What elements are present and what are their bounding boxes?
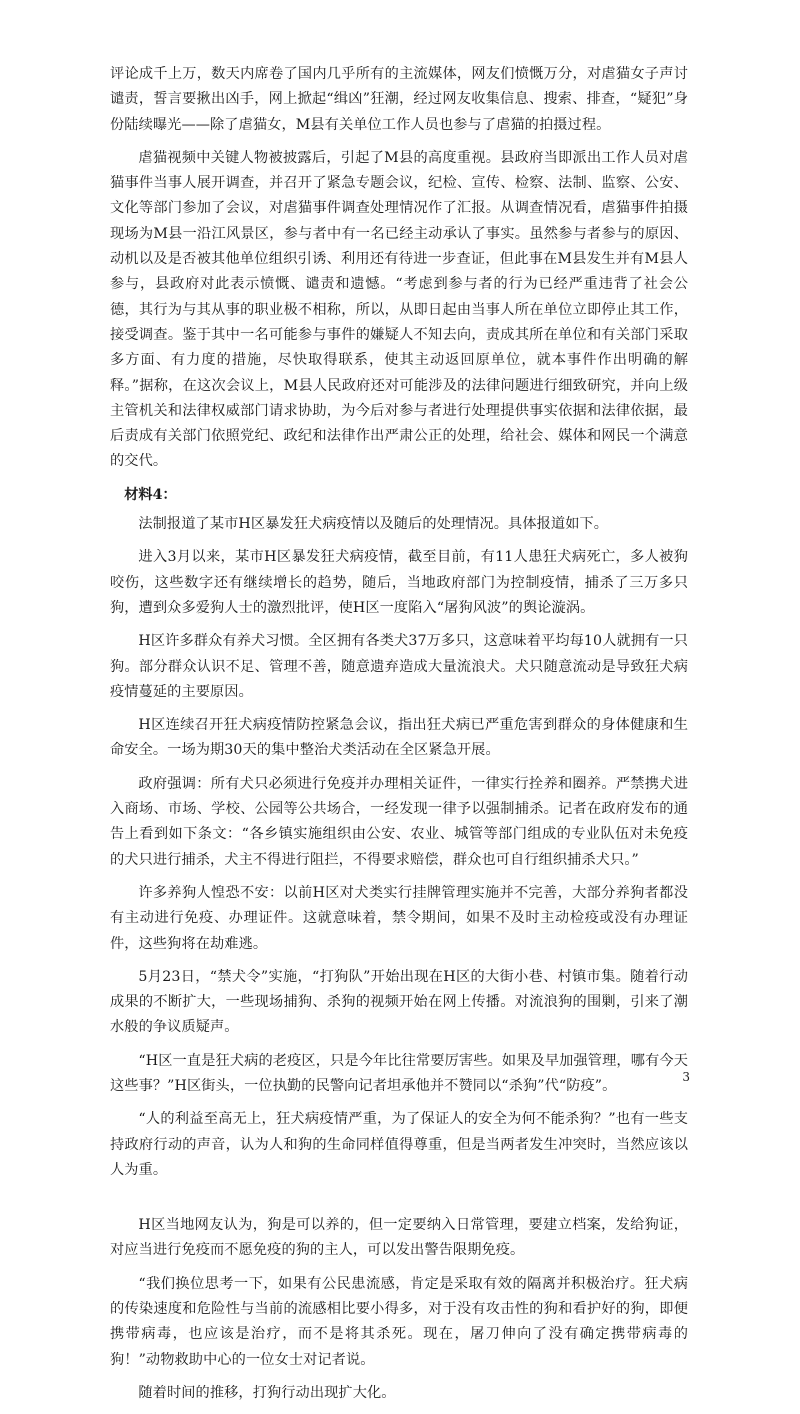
paragraph-county-response: 虐猫视频中关键人物被披露后，引起了M县的高度重视。县政府当即派出工作人员对虐猫事件当事人展开调查，并召开了紧急专题会议，纪检、宣传、检察、法制、监察、公安、文化等部门参加了会议，对虐猫事件调查处理情况作了汇报。从调查情况看，虐猫事件拍摄现场为M县一沿江风景区，参与者中有一名已经主动承认了事实。虽然参与者参与的原因、动机以及是否被其他单位组织引诱、利用还有待进一步查证，但此事在M县发生并有M县人参与，县政府对此表示愤慨、谴责和遗憾。“考虑到参与者的行为已经严重违背了社会公德，其行为与其从事的职业极不相称，所以，从即日起由当事人所在单位立即停止其工作，接受调查。鉴于其中一名可能参与事件的嫌疑人不知去向，责成其所在单位和有关部门采取多方面、有力度的措施，尽快取得联系，使其主动返回原单位，就本事件作出明确的解释。”据称，在这次会议上，M县人民政府还对可能涉及的法律问题进行细致研究，并向上级主管机关和法律权威部门请求协助，为今后对参与者进行处理提供事实依据和法律依据，最后责成有关部门依照党纪、政纪和法律作出严肃公正的处理，给社会、媒体和网民一个满意的交代。 [110,149,688,470]
paragraph-continued: 评论成千上万，数天内席卷了国内几乎所有的主流媒体，网友们愤慨万分，对虐猫女子声讨谴责，誓言要揪出凶手，网上掀起“缉凶”狂潮，经过网友收集信息、搜索、排查，“疑犯”身份陆续曝光——除了虐猫女，M县有关单位工作人员也参与了虐猫的拍摄过程。 [110,66,688,133]
paragraph-escalation: 随着时间的推移，打狗行动出现扩大化。 [138,1384,396,1401]
paragraph-dog-ownership: H区许多群众有养犬习惯。全区拥有各类犬37万多只，这意味着平均每10人就拥有一只狗。部分群众认识不足、管理不善，随意遗弃造成大量流浪犬。犬只随意流动是导致狂犬病疫情蔓延的主要原因。 [110,633,688,700]
paragraph-emergency-meeting: H区连续召开狂犬病疫情防控紧急会议，指出狂犬病已严重危害到群众的身体健康和生命安全。一场为期30天的集中整治犬类活动在全区紧急开展。 [110,717,688,759]
page-number: 3 [682,1070,690,1084]
paragraph-police-quote: “H区一直是狂犬病的老疫区，只是今年比往常要厉害些。如果及早加强管理，哪有今天这些事？”H区街头，一位执勤的民警向记者坦承他并不赞同以“杀狗”代“防疫”。 [110,1052,688,1094]
paragraph-rescue-center-quote: “我们换位思考一下，如果有公民患流感，肯定是采取有效的隔离并积极治疗。狂犬病的传染速度和危险性与当前的流感相比要小得多，对于没有攻击性的狗和看护好的狗，即便携带病毒，也应该是治疗，而不是将其杀死。现在，屠刀伸向了没有确定携带病毒的狗！”动物救助中心的一位女士对记者说。 [110,1275,688,1368]
paragraph-ban-enforcement: 5月23日，“禁犬令”实施，“打狗队”开始出现在H区的大街小巷、村镇市集。随着行动成果的不断扩大，一些现场捕狗、杀狗的视频开始在网上传播。对流浪狗的围剿，引来了潮水般的争议质疑声。 [110,968,688,1036]
material-heading: 材料4： [124,486,177,503]
section-gap [110,1191,688,1213]
paragraph-owners-anxiety: 许多养狗人惶恐不安：以前H区对犬类实行挂牌管理实施并不完善，大部分养狗者都没有主动进行免疫、办理证件。这就意味着，禁令期间，如果不及时主动检疫或没有办理证件，这些狗将在劫难逃。 [110,884,688,952]
paragraph-supporters-quote: “人的利益至高无上，狂犬病疫情严重，为了保证人的安全为何不能杀狗？”也有一些支持政府行动的声音，认为人和狗的生命同样值得尊重，但是当两者发生冲突时，当然应该以人为重。 [110,1111,688,1178]
document-body [110,62,688,1414]
paragraph-report-intro: 法制报道了某市H区暴发狂犬病疫情以及随后的处理情况。具体报道如下。 [138,516,609,533]
paragraph-government-policy: 政府强调：所有犬只必须进行免疫并办理相关证件，一律实行拴养和圈养。严禁携犬进入商场、市场、学校、公园等公共场合，一经发现一律予以强制捕杀。记者在政府发布的通告上看到如下条文：“各乡镇实施组织由公安、农业、城管等部门组成的专业队伍对未免疫的犬只进行捕杀，犬主不得进行阻拦，不得要求赔偿，群众也可自行组织捕杀犬只。” [110,775,688,868]
paragraph-outbreak: 进入3月以来，某市H区暴发狂犬病疫情，截至目前，有11人患狂犬病死亡，多人被狗咬伤，这些数字还有继续增长的趋势，随后，当地政府部门为控制疫情，捕杀了三万多只狗，遭到众多爱狗人士的激烈批评，使H区一度陷入“屠狗风波”的舆论漩涡。 [110,549,688,616]
paragraph-netizens-opinion: H区当地网友认为，狗是可以养的，但一定要纳入日常管理，要建立档案，发给狗证，对应当进行免疫而不愿免疫的狗的主人，可以发出警告限期免疫。 [110,1217,688,1259]
